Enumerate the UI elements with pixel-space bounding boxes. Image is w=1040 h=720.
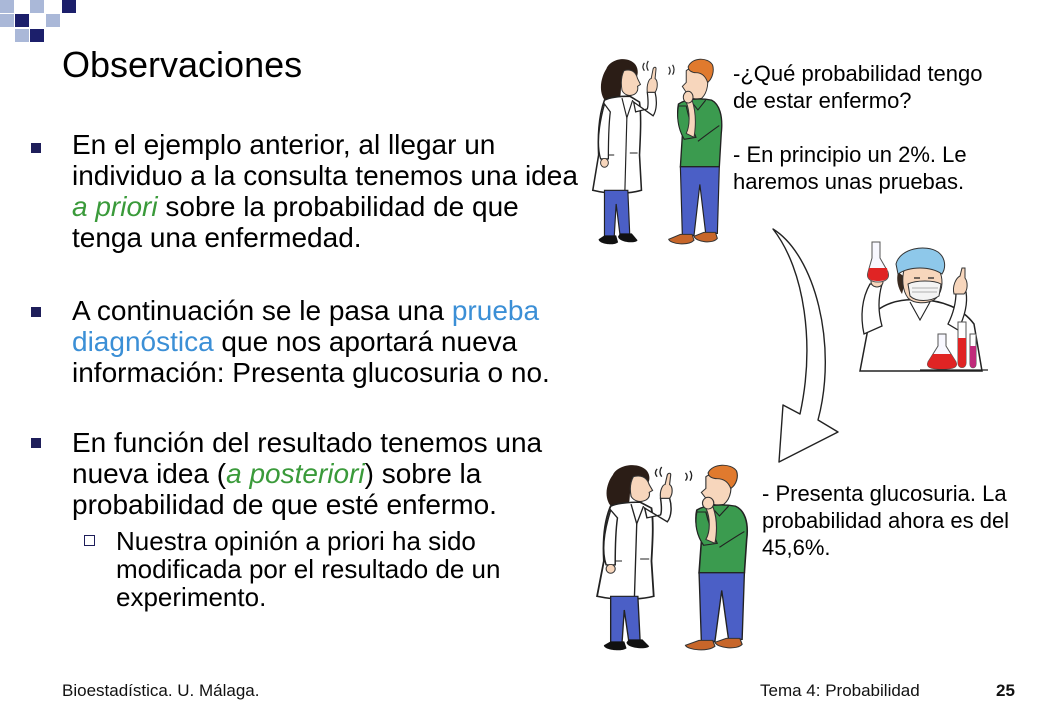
bullet-text-after: que nos aportará nueva información: Presenta glucosuria o no. (72, 326, 550, 388)
test-result-note: - Presenta glucosuria. La probabilidad ahora es del 45,6%. (762, 481, 1010, 560)
corner-decoration (0, 0, 80, 50)
bullet-text-before: En el ejemplo anterior, al llegar un individuo a la consulta tenemos una idea (72, 129, 578, 191)
bullet-marker (31, 307, 41, 317)
deco-square (30, 29, 44, 42)
deco-square (15, 14, 29, 27)
deco-square (62, 0, 76, 13)
bullet-emphasis: a priori (72, 191, 158, 222)
bullet-emphasis: prueba diagnóstica (72, 295, 540, 357)
bullet-text-before: En función del resultado tenemos una nueva idea ( (72, 427, 543, 489)
bullet-text (72, 427, 582, 520)
lab-technician-icon (850, 238, 990, 373)
doctor-initial-answer: - En principio un 2%. Le haremos unas pruebas. (733, 142, 967, 194)
doctor-patient-icon (585, 57, 731, 253)
footer-course: Bioestadística. U. Málaga. (62, 681, 260, 700)
bullet-emphasis: a posteriori (226, 458, 365, 489)
footer-topic: Tema 4: Probabilidad (760, 681, 920, 700)
sub-bullet-text: Nuestra opinión a priori ha sido modificada por el resultado de un experimento. (116, 526, 501, 612)
deco-square (30, 0, 44, 13)
deco-square (0, 14, 14, 27)
doctor-patient-icon (588, 463, 758, 659)
bullet-text (72, 129, 582, 253)
patient-question: -¿Qué probabilidad tengo de estar enfermo? (733, 61, 983, 113)
deco-square (0, 0, 14, 13)
bullet-marker (31, 143, 41, 153)
deco-square (15, 29, 29, 42)
slide-title: Observaciones (62, 44, 303, 85)
deco-square (46, 14, 60, 27)
bullet-marker (31, 438, 41, 448)
bullet-text (72, 295, 582, 388)
curved-arrow-icon (765, 222, 845, 470)
bullet-text-before: A continuación se le pasa una (72, 295, 452, 326)
page-number: 25 (996, 681, 1015, 700)
bullet-text-after: ) sobre la probabilidad de que esté enfermo. (72, 458, 497, 520)
sub-bullet-marker (84, 535, 95, 546)
bullet-text-after: sobre la probabilidad de que tenga una enfermedad. (72, 191, 519, 253)
